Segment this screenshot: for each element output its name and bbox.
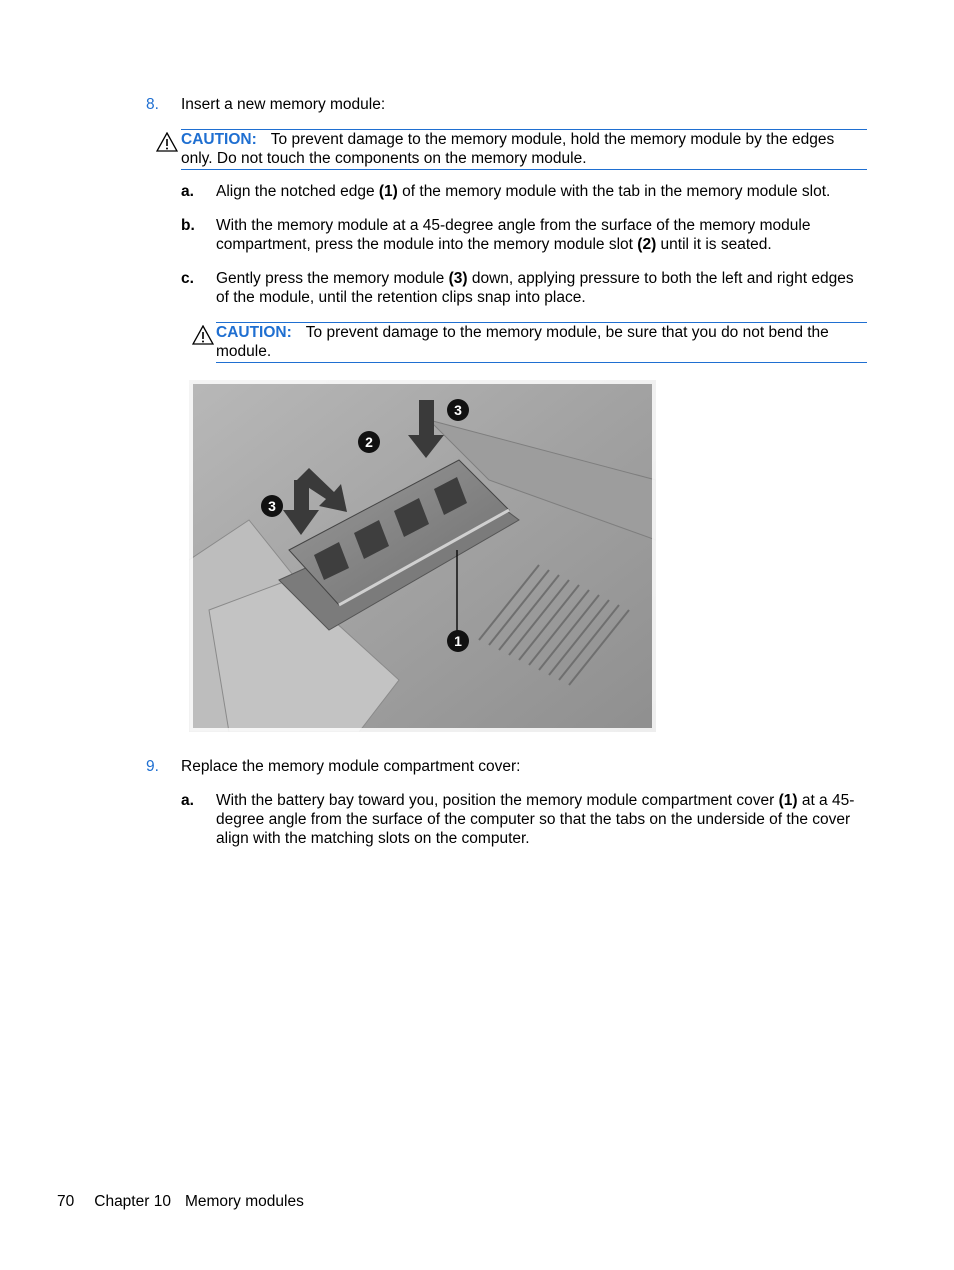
caution-label: CAUTION: [181, 131, 257, 148]
substep-text-part: With the battery bay toward you, position the memory module compartment cover [216, 792, 779, 809]
substep-text-part: of the memory module with the tab in the memory module slot. [397, 183, 831, 200]
warning-icon [192, 325, 214, 345]
callout-ref: (1) [378, 183, 398, 200]
step-text: Replace the memory module compartment cover: [181, 758, 521, 775]
callout-ref: (1) [778, 792, 798, 809]
svg-text:1: 1 [454, 633, 462, 649]
substep-letter: a. [181, 792, 194, 809]
substep-text [216, 216, 856, 254]
substep-text-part: Gently press the memory module [216, 270, 449, 287]
callout-1 [447, 630, 469, 652]
substep-text [216, 182, 866, 201]
callout-2 [358, 431, 380, 453]
substep-text [216, 791, 858, 848]
callout-ref: (2) [637, 236, 657, 253]
memory-module-illustration [189, 380, 656, 732]
substep-letter: b. [181, 217, 195, 234]
chapter-label: Chapter 10 [94, 1193, 171, 1210]
svg-text:3: 3 [268, 498, 276, 514]
substep-letter: a. [181, 183, 194, 200]
substep-text-part: With the memory module at a 45-degree angle from the surface of the memory module compartment, press the module into the memory module slot [216, 217, 811, 253]
caution-label: CAUTION: [216, 324, 292, 341]
caution-note [181, 129, 867, 170]
substep-text-part: at a 45-degree angle from the surface of the computer so that the tabs on the underside of the cover align with the matching slots on the computer. [216, 792, 855, 847]
substep-text-part: Align the notched edge [216, 183, 379, 200]
svg-text:3: 3 [454, 402, 462, 418]
warning-icon [156, 132, 178, 152]
substep-text-part: down, applying pressure to both the left and right edges of the module, until the retention clips snap into place. [216, 270, 854, 306]
callout-ref: (3) [448, 270, 468, 287]
caution-text: To prevent damage to the memory module, be sure that you do not bend the module. [216, 324, 829, 360]
caution-note [216, 322, 867, 363]
step-number: 8. [146, 96, 159, 113]
page-footer [57, 1192, 304, 1211]
substep-text-part: until it is seated. [656, 236, 772, 253]
page-number: 70 [57, 1193, 75, 1210]
substep-text [216, 269, 856, 307]
substep-letter: c. [181, 270, 194, 287]
callout-3-left [261, 495, 283, 517]
caution-text: To prevent damage to the memory module, hold the memory module by the edges only. Do not touch the components on the memory module. [181, 131, 835, 167]
step-text: Insert a new memory module: [181, 96, 386, 113]
callout-3-top [447, 399, 469, 421]
step-number: 9. [146, 758, 159, 775]
svg-text:2: 2 [365, 434, 373, 450]
chapter-title: Memory modules [184, 1193, 304, 1210]
